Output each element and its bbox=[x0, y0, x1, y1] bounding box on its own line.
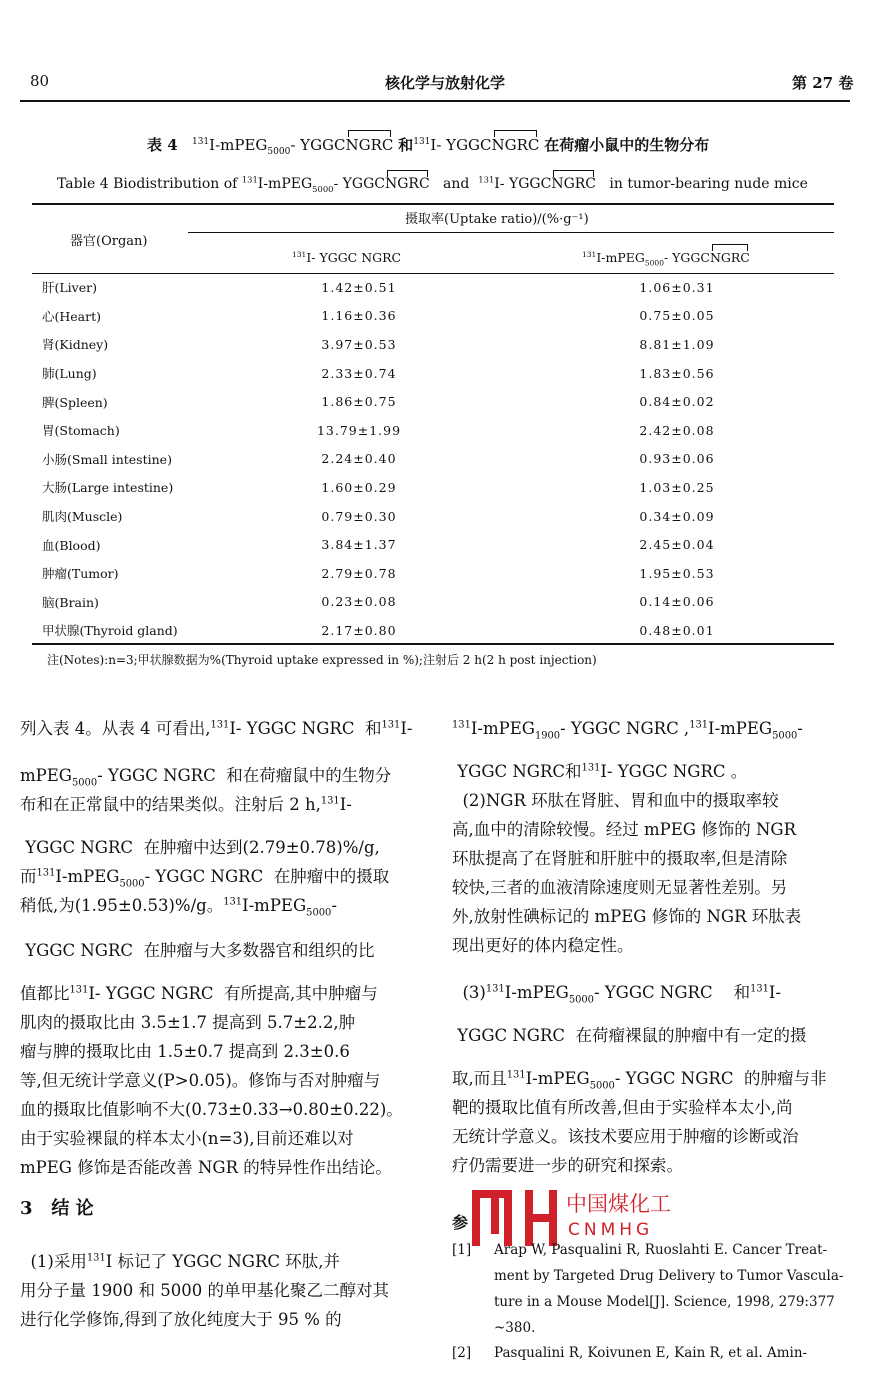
right-line-1: $^{131}$I-mPEG$_{1900}$- YGGC NGRC ,$^{131}$I-mPEG$_{5000}$- bbox=[452, 719, 803, 742]
organ-cell: 胃(Stomach) bbox=[42, 423, 120, 439]
right-line-12: 靶的摄取比值有所改善,但由于实验样本太小,尚 bbox=[452, 1098, 793, 1117]
reference-2 bbox=[452, 1340, 850, 1366]
uptake-peg-cell: 2.42±0.08 bbox=[639, 422, 715, 438]
right-column bbox=[452, 714, 848, 1180]
organ-cell: 血(Blood) bbox=[42, 537, 101, 553]
organ-cell: 脾(Spleen) bbox=[42, 394, 108, 410]
reference-2-line-1: Pasqualini R, Koivunen E, Kain R, et al. Amin- bbox=[494, 1345, 808, 1361]
left-line-13: 由于实验裸鼠的样本太小(n=3),目前还难以对 bbox=[20, 1129, 354, 1148]
journal-title: 核化学与放射化学 bbox=[385, 74, 506, 92]
uptake-unmodified-cell: 1.16±0.36 bbox=[321, 308, 397, 324]
uptake-unmodified-cell: 13.79±1.99 bbox=[316, 422, 402, 438]
uptake-unmodified-cell: 2.17±0.80 bbox=[321, 622, 397, 638]
organ-cell: 心(Heart) bbox=[42, 308, 102, 324]
col-organ-header: 器官(Organ) bbox=[70, 234, 148, 249]
section-heading: 3 结 论 bbox=[20, 1198, 94, 1219]
right-line-14: 疗仍需要进一步的研究和探索。 bbox=[452, 1156, 683, 1175]
references-heading: 参 bbox=[452, 1213, 469, 1232]
table-row bbox=[32, 416, 834, 445]
right-line-4: 高,血中的清除较慢。经过 mPEG 修饰的 NGR bbox=[452, 820, 796, 839]
left-line-11: 等,但无统计学意义(P>0.05)。修饰与否对肿瘤与 bbox=[20, 1071, 381, 1090]
left-line-1: 列入表 4。从表 4 可看出,$^{131}$I- YGGC NGRC 和$^{131}$I- bbox=[20, 719, 413, 738]
uptake-peg-cell: 0.34±0.09 bbox=[639, 508, 715, 524]
reference-1-line-3: ture in a Mouse Model[J]. Science, 1998, 279:377 bbox=[494, 1294, 835, 1310]
table-row bbox=[32, 616, 834, 645]
table-note: 注(Notes):n=3;甲状腺数据为%(Thyroid uptake expressed in %);注射后 2 h(2 h post injection) bbox=[47, 653, 597, 667]
uptake-unmodified-cell: 2.24±0.40 bbox=[321, 451, 397, 467]
organ-cell: 小肠(Small intestine) bbox=[42, 451, 172, 467]
uptake-unmodified-cell: 0.23±0.08 bbox=[321, 594, 397, 610]
right-line-7: 外,放射性碘标记的 mPEG 修饰的 NGR 环肽表 bbox=[452, 907, 802, 926]
left-line-10: 瘤与脾的摄取比由 1.5±0.7 提高到 2.3±0.6 bbox=[20, 1042, 350, 1061]
table-caption-en: Table 4 Biodistribution of $^{131}$I-mPEG$_{5000}$- YGGCNGRC and $^{131}$I- YGGCNGRC in tumor-bearing nude mice bbox=[57, 174, 808, 194]
right-line-9: $(3)^{131}I-mPEG_{5000}-$ YGGC NGRC 和$^{131}$I- bbox=[462, 983, 782, 1006]
table-mid-rule bbox=[188, 232, 834, 233]
left-conclusion-1: (1)采用$^{131}$I 标记了 YGGC NGRC 环肽,并 bbox=[30, 1252, 341, 1271]
left-line-6: 稍低,为(1.95±0.53)%/g。$^{131}$I-mPEG$_{5000}$- bbox=[20, 896, 337, 919]
left-conclusion-3: 进行化学修饰,得到了放化纯度大于 95 % 的 bbox=[20, 1310, 342, 1329]
uptake-peg-cell: 1.95±0.53 bbox=[639, 565, 715, 581]
watermark-text-cn: 中国煤化工 bbox=[566, 1192, 671, 1216]
left-line-2: mPEG$_{5000}$- YGGC NGRC 和在荷瘤鼠中的生物分 bbox=[20, 766, 392, 789]
biodistribution-table bbox=[32, 273, 834, 645]
organ-cell: 肾(Kidney) bbox=[42, 337, 109, 353]
col-group1-header: $^{131}$I- YGGC NGRC bbox=[292, 249, 402, 265]
reference-1-line-4: ~380. bbox=[494, 1320, 536, 1336]
volume-label: 第 27 卷 bbox=[792, 74, 854, 92]
uptake-unmodified-cell: 3.97±0.53 bbox=[321, 336, 397, 352]
uptake-peg-cell: 0.84±0.02 bbox=[639, 394, 715, 410]
table-row bbox=[32, 530, 834, 559]
uptake-peg-cell: 2.45±0.04 bbox=[639, 537, 715, 553]
left-column bbox=[20, 714, 412, 1334]
organ-cell: 大肠(Large intestine) bbox=[42, 480, 174, 496]
table-caption-cn: 表 4 $^{131}$I-mPEG$_{5000}$- YGGCNGRC 和$^{131}$I- YGGCNGRC 在荷瘤小鼠中的生物分布 bbox=[147, 136, 710, 157]
right-line-13: 无统计学意义。该技术要应用于肿瘤的诊断或治 bbox=[452, 1127, 799, 1146]
uptake-unmodified-cell: 0.79±0.30 bbox=[321, 508, 397, 524]
right-line-8: 现出更好的体内稳定性。 bbox=[452, 936, 634, 955]
reference-1-line-2: ment by Targeted Drug Delivery to Tumor Vascula- bbox=[494, 1268, 844, 1284]
organ-cell: 肝(Liver) bbox=[42, 280, 97, 296]
right-line-3: (2)NGR 环肽在肾脏、胃和血中的摄取率较 bbox=[462, 791, 779, 810]
uptake-unmodified-cell: 1.42±0.51 bbox=[321, 279, 397, 295]
left-line-5: 而$^{131}$I-mPEG$_{5000}$- YGGC NGRC 在肿瘤中的摄取 bbox=[20, 867, 390, 890]
uptake-peg-cell: 0.75±0.05 bbox=[639, 308, 715, 324]
reference-1 bbox=[452, 1237, 850, 1341]
table-row bbox=[32, 559, 834, 588]
reference-1-number: [1] bbox=[452, 1242, 472, 1258]
organ-cell: 肌肉(Muscle) bbox=[42, 509, 123, 525]
table-row bbox=[32, 387, 834, 416]
uptake-unmodified-cell: 3.84±1.37 bbox=[321, 537, 397, 553]
table-top-rule bbox=[32, 203, 834, 205]
left-line-14: mPEG 修饰是否能改善 NGR 的特异性作出结论。 bbox=[20, 1158, 392, 1177]
organ-cell: 甲状腺(Thyroid gland) bbox=[42, 623, 178, 639]
reference-2-number: [2] bbox=[452, 1345, 472, 1361]
uptake-peg-cell: 0.14±0.06 bbox=[639, 594, 715, 610]
table-row bbox=[32, 359, 834, 388]
table-row bbox=[32, 502, 834, 531]
organ-cell: 肿瘤(Tumor) bbox=[42, 566, 119, 582]
left-line-3: 布和在正常鼠中的结果类似。注射后 2 h,$^{131}$I- bbox=[20, 795, 352, 814]
uptake-peg-cell: 0.93±0.06 bbox=[639, 451, 715, 467]
uptake-peg-cell: 1.83±0.56 bbox=[639, 365, 715, 381]
left-line-7: YGGC NGRC 在肿瘤与大多数器官和组织的比 bbox=[25, 941, 375, 960]
uptake-unmodified-cell: 2.79±0.78 bbox=[321, 565, 397, 581]
uptake-unmodified-cell: 1.86±0.75 bbox=[321, 394, 397, 410]
table-row bbox=[32, 273, 834, 302]
reference-1-line-1: Arap W, Pasqualini R, Ruoslahti E. Cancer Treat- bbox=[494, 1242, 828, 1258]
right-line-11: 取,而且$^{131}$I-mPEG$_{5000}$- YGGC NGRC 的肿瘤与非 bbox=[452, 1069, 827, 1092]
uptake-peg-cell: 8.81±1.09 bbox=[639, 336, 715, 352]
left-line-9: 肌肉的摄取比由 3.5±1.7 提高到 5.7±2.2,肿 bbox=[20, 1013, 356, 1032]
organ-cell: 脑(Brain) bbox=[42, 594, 99, 610]
table-row bbox=[32, 330, 834, 359]
col-uptake-header: 摄取率(Uptake ratio)/(%·g⁻¹) bbox=[405, 212, 589, 227]
table-row bbox=[32, 445, 834, 474]
uptake-peg-cell: 1.06±0.31 bbox=[639, 279, 715, 295]
left-line-12: 血的摄取比值影响不大(0.73±0.33→0.80±0.22)。 bbox=[20, 1100, 403, 1119]
right-line-10: YGGC NGRC 在荷瘤裸鼠的肿瘤中有一定的摄 bbox=[457, 1026, 807, 1045]
uptake-peg-cell: 1.03±0.25 bbox=[639, 479, 715, 495]
left-line-8: 值都比$^{131}$I- YGGC NGRC 有所提高,其中肿瘤与 bbox=[20, 984, 378, 1003]
right-line-2: YGGC NGRC和$^{131}$I- YGGC NGRC 。 bbox=[457, 762, 748, 781]
watermark-text-en: CNMHG bbox=[568, 1220, 654, 1240]
right-line-5: 环肽提高了在肾脏和肝脏中的摄取率,但是清除 bbox=[452, 849, 788, 868]
organ-cell: 肺(Lung) bbox=[42, 366, 97, 382]
page-number: 80 bbox=[30, 72, 50, 90]
right-line-6: 较快,三者的血液清除速度则无显著性差别。另 bbox=[452, 878, 788, 897]
table-row bbox=[32, 588, 834, 617]
table-row bbox=[32, 302, 834, 331]
col-group2-header: $^{131}$I-mPEG$_{5000}$- YGGCNGRC bbox=[582, 249, 750, 268]
left-conclusion-2: 用分子量 1900 和 5000 的单甲基化聚乙二醇对其 bbox=[20, 1281, 389, 1300]
uptake-unmodified-cell: 1.60±0.29 bbox=[321, 479, 397, 495]
table-row bbox=[32, 473, 834, 502]
left-line-4: YGGC NGRC 在肿瘤中达到(2.79±0.78)%/g, bbox=[25, 838, 380, 857]
header-rule bbox=[20, 100, 850, 102]
uptake-peg-cell: 0.48±0.01 bbox=[639, 622, 715, 638]
uptake-unmodified-cell: 2.33±0.74 bbox=[321, 365, 397, 381]
